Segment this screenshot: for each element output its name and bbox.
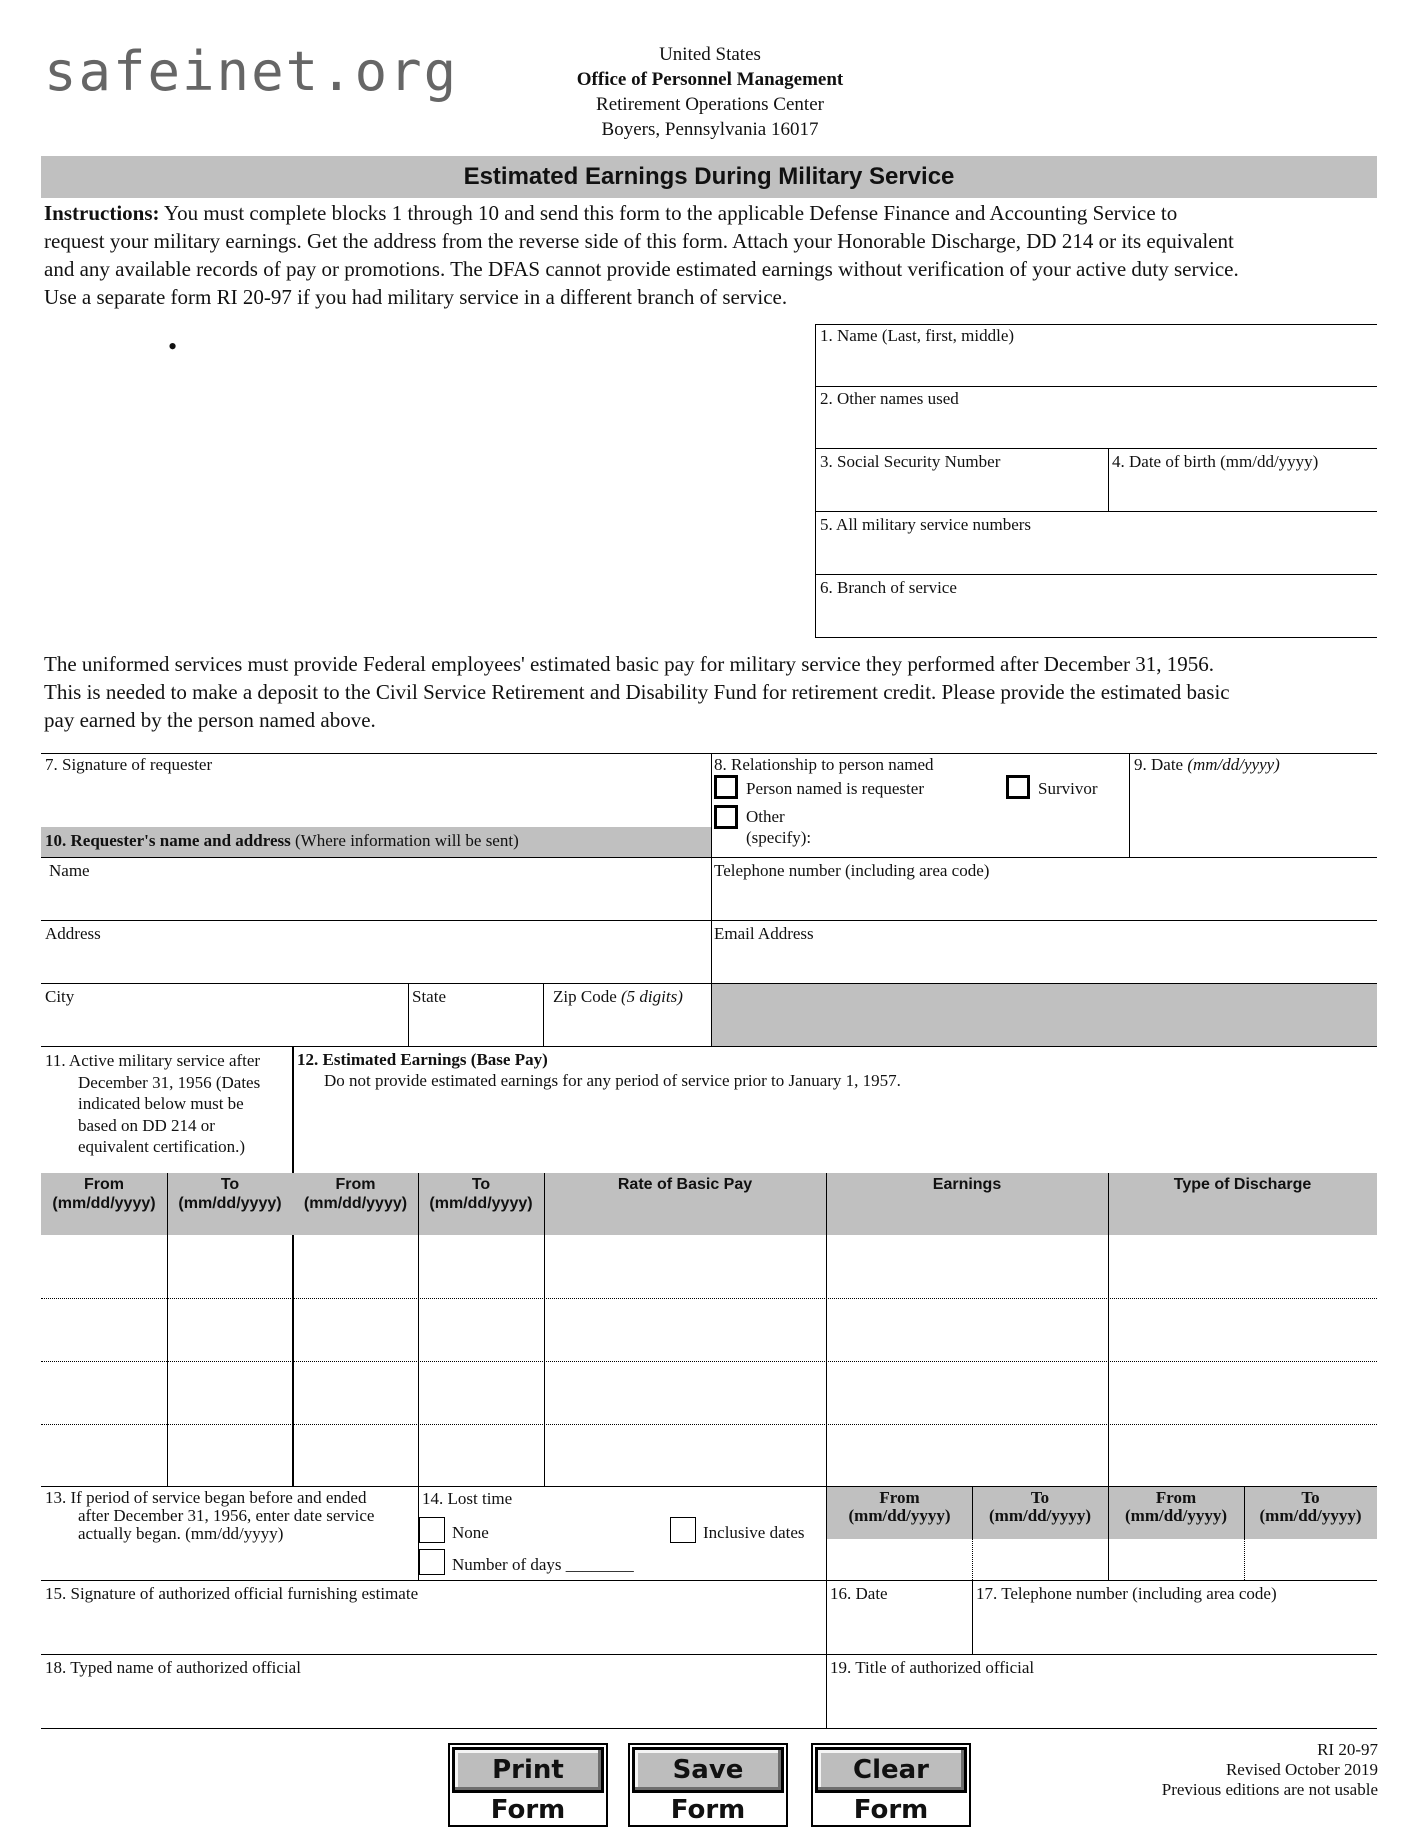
table-row[interactable] [41, 1361, 1377, 1362]
checkbox-survivor[interactable] [1006, 775, 1030, 799]
instructions-label: Instructions: [44, 201, 160, 225]
instructions-line-2: request your military earnings. Get the address from the reverse side of this form. Attach your Honorable Discharge, DD 214 or its equivalent [44, 229, 1234, 253]
section-11-label: 11. Active military service after December 31, 1956 (Dates indicated below must be based on DD 214 or equivalent certification.) [45, 1051, 261, 1156]
option-survivor-label: Survivor [1038, 779, 1098, 798]
col-header-to-1: To (mm/dd/yyyy) [178, 1176, 282, 1212]
email-field[interactable]: Email Address [714, 924, 814, 943]
editions-note: Previous editions are not usable [1161, 1780, 1378, 1799]
field-8-relationship: 8. Relationship to person named [714, 755, 934, 774]
col-header-from-2: From (mm/dd/yyyy) [303, 1176, 408, 1212]
field-17-telephone[interactable]: 17. Telephone number (including area code) [976, 1584, 1277, 1603]
name-field[interactable]: Name [49, 861, 90, 880]
col-header-to-2: To (mm/dd/yyyy) [429, 1176, 533, 1212]
field-18-typed-name[interactable]: 18. Typed name of authorized official [45, 1658, 301, 1677]
inclusive-from-2: From (mm/dd/yyyy) [1125, 1488, 1227, 1525]
city-field[interactable]: City [45, 987, 75, 1006]
field-7-signature[interactable]: 7. Signature of requester [45, 755, 213, 774]
field-1-name[interactable]: 1. Name (Last, first, middle) [820, 326, 1015, 345]
field-3-ssn[interactable]: 3. Social Security Number [820, 452, 1001, 471]
instructions [44, 199, 1384, 311]
field-2-other-names[interactable]: 2. Other names used [820, 389, 959, 408]
field-10-header: 10. Requester's name and address (Where information will be sent) [45, 831, 519, 850]
option-other-label: Other [746, 807, 785, 826]
watermark: safeinet.org [44, 40, 459, 103]
section-12-note: Do not provide estimated earnings for any period of service prior to January 1, 1957. [324, 1071, 901, 1090]
field-9-date[interactable]: 9. Date (mm/dd/yyyy) [1134, 755, 1280, 774]
col-header-earnings: Earnings [932, 1176, 1002, 1193]
option-other-specify[interactable]: (specify): [746, 828, 812, 847]
revision-date: Revised October 2019 [1225, 1760, 1378, 1779]
inclusive-to-1: To (mm/dd/yyyy) [989, 1488, 1091, 1525]
field-4-dob[interactable]: 4. Date of birth (mm/dd/yyyy) [1112, 452, 1319, 471]
inclusive-to-2: To (mm/dd/yyyy) [1259, 1488, 1362, 1525]
field-6-branch[interactable]: 6. Branch of service [820, 578, 957, 597]
paragraph-line-2: This is needed to make a deposit to the Civil Service Retirement and Disability Fund for retirement credit. Please provide the estimated basic [44, 680, 1230, 704]
col-header-from-1: From (mm/dd/yyyy) [52, 1176, 156, 1212]
agency-line-3: Retirement Operations Center [596, 94, 824, 115]
save-form-button[interactable]: Save Form [632, 1747, 784, 1793]
field-16-date[interactable]: 16. Date [830, 1584, 888, 1603]
col-header-discharge: Type of Discharge [1173, 1176, 1312, 1193]
telephone-field[interactable]: Telephone number (including area code) [714, 861, 990, 880]
form-number: RI 20-97 [1317, 1740, 1378, 1759]
shaded-cell [712, 984, 1377, 1046]
section-14-label: 14. Lost time [422, 1489, 513, 1508]
checkbox-person-named[interactable] [714, 775, 738, 799]
paragraph-line-1: The uniformed services must provide Federal employees' estimated basic pay for military service they performed after December 31, 1956. [44, 652, 1215, 676]
col-header-rate: Rate of Basic Pay [617, 1176, 753, 1193]
form-footer [1080, 1740, 1378, 1800]
section-12-title: 12. Estimated Earnings (Base Pay) [297, 1050, 548, 1069]
lost-time-none-label: None [452, 1523, 489, 1542]
agency-header [540, 42, 880, 142]
state-field[interactable]: State [412, 987, 446, 1006]
checkbox-lost-time-none[interactable] [419, 1517, 445, 1543]
address-field[interactable]: Address [45, 924, 101, 943]
checkbox-other[interactable] [714, 805, 738, 829]
print-form-button[interactable]: Print Form [452, 1747, 604, 1793]
uniformed-services-paragraph [44, 650, 1384, 734]
clear-form-button[interactable]: Clear Form [815, 1747, 967, 1793]
instructions-line-4: Use a separate form RI 20-97 if you had military service in a different branch of service. [44, 285, 788, 309]
instructions-line-3: and any available records of pay or promotions. The DFAS cannot provide estimated earnings without verification of your active duty service. [44, 257, 1239, 281]
field-19-title[interactable]: 19. Title of authorized official [830, 1658, 1035, 1677]
agency-line-1: United States [659, 44, 761, 65]
field-5-service-numbers[interactable]: 5. All military service numbers [820, 515, 1032, 534]
option-person-named-label: Person named is requester [746, 779, 924, 798]
checkbox-inclusive-dates[interactable] [670, 1517, 696, 1543]
inclusive-from-1: From (mm/dd/yyyy) [848, 1488, 951, 1525]
agency-line-2: Office of Personnel Management [576, 69, 844, 90]
instructions-line-1: You must complete blocks 1 through 10 and send this form to the applicable Defense Finance and Accounting Service to [164, 201, 1178, 225]
number-of-days-label[interactable]: Number of days ________ [452, 1555, 634, 1574]
agency-line-4: Boyers, Pennsylvania 16017 [601, 119, 819, 140]
form-title: Estimated Earnings During Military Service [463, 163, 955, 190]
section-13-label: 13. If period of service began before and ended after December 31, 1956, enter date service actually began. (mm/dd/yyyy) [45, 1488, 375, 1543]
paragraph-line-3: pay earned by the person named above. [44, 708, 376, 732]
table-row[interactable] [41, 1298, 1377, 1299]
inclusive-dates-label: Inclusive dates [703, 1523, 805, 1542]
bullet: • [168, 332, 178, 361]
number-of-days-box[interactable] [419, 1549, 445, 1575]
field-15-signature[interactable]: 15. Signature of authorized official furnishing estimate [45, 1584, 419, 1603]
table-row[interactable] [41, 1424, 1377, 1425]
zip-field[interactable]: Zip Code (5 digits) [553, 987, 683, 1006]
